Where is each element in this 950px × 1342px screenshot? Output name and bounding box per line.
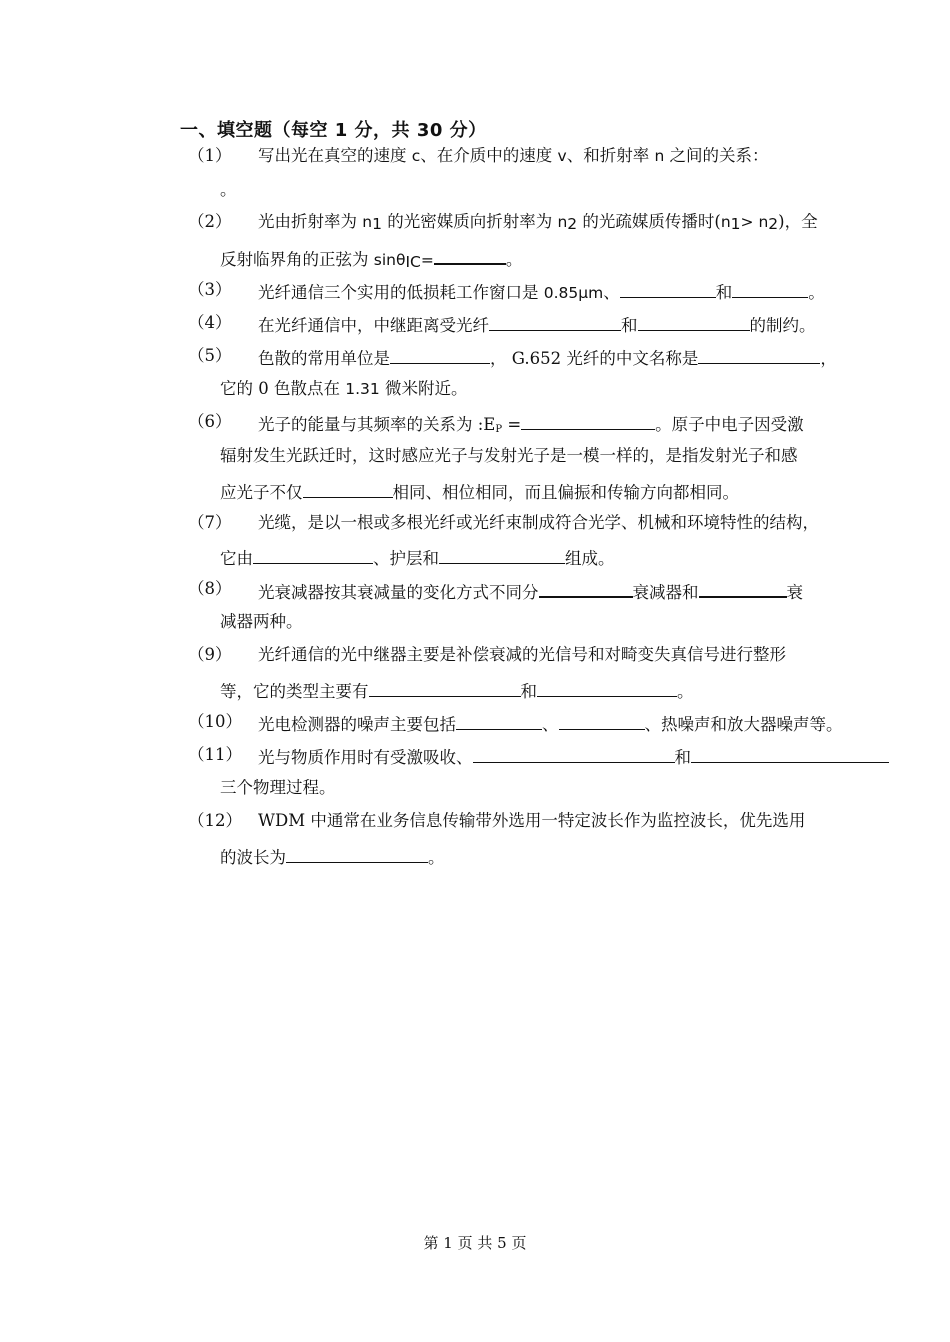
question-2-line-2: [220, 246, 522, 272]
text: 的光疏媒质传播时(: [577, 212, 721, 231]
subscript: 2: [567, 215, 578, 233]
subscript: 1: [730, 215, 741, 233]
text: 在光纤通信中，中继距离受光纤: [258, 316, 489, 335]
question-9-line-2: [220, 679, 694, 702]
answer-blank[interactable]: [303, 480, 393, 498]
text: 的制约。: [749, 316, 816, 335]
text: 、在介质中的速度: [420, 146, 558, 165]
answer-blank[interactable]: [439, 546, 565, 564]
text: 0.85μm: [543, 284, 604, 302]
question-3-line-1: [258, 280, 825, 303]
text: 它由: [220, 549, 253, 568]
text: 和: [674, 748, 691, 767]
page-footer: 第 1 页 共 5 页: [423, 1234, 527, 1252]
question-1-line-1: [258, 146, 769, 166]
text: 光与物质作用时有受激吸收、: [258, 748, 473, 767]
subscript: IC: [405, 253, 421, 271]
subscript: 2: [768, 215, 779, 233]
text: sinθ: [373, 251, 406, 269]
text: 。: [428, 848, 445, 867]
text: )，全: [778, 212, 818, 231]
text: 等，它的类型主要有: [220, 682, 369, 701]
answer-blank[interactable]: [620, 280, 716, 298]
text: 和: [715, 283, 733, 302]
question-number: （3）: [188, 280, 232, 299]
question-number: （4）: [188, 313, 232, 332]
text: c: [411, 147, 421, 165]
answer-blank[interactable]: [253, 546, 373, 564]
text: 。: [505, 250, 523, 269]
question-5-line-2: [220, 379, 468, 399]
subscript: P: [495, 424, 503, 435]
question-number: （9）: [188, 645, 232, 664]
answer-blank[interactable]: [434, 246, 506, 265]
text: 、护层和: [373, 549, 439, 568]
text: 1.31: [345, 380, 380, 398]
text: 它的 0 色散点在: [220, 379, 346, 398]
question-4-line-1: [258, 313, 816, 336]
text: 、热噪声和放大器噪声等。: [644, 715, 843, 734]
text: 应光子不仅: [220, 483, 303, 502]
answer-blank[interactable]: [286, 845, 428, 863]
text: 光衰减器按其衰减量的变化方式不同分: [258, 583, 539, 602]
answer-blank[interactable]: [698, 346, 820, 364]
text: 的光密媒质向折射率为: [381, 212, 558, 231]
answer-blank[interactable]: [489, 313, 621, 331]
answer-blank[interactable]: [539, 579, 633, 598]
text: 之间的关系：: [664, 146, 769, 165]
text: 。: [677, 682, 694, 701]
text: 衰减器和: [632, 583, 699, 602]
text: 光纤通信三个实用的低损耗工作窗口是: [258, 283, 544, 302]
question-number: （1）: [188, 146, 232, 165]
question-number: （6）: [188, 412, 232, 431]
text: 微米附近。: [379, 379, 468, 398]
text: 的波长为: [220, 848, 286, 867]
question-7-line-2: [220, 546, 615, 569]
text: n: [654, 147, 665, 165]
text: n: [720, 213, 731, 231]
text: =: [502, 415, 522, 434]
question-2-line-1: [258, 212, 818, 234]
text: 反射临界角的正弦为: [220, 250, 374, 269]
question-8-line-2: 减器两种。: [220, 612, 303, 631]
question-6-line-1: [258, 412, 804, 440]
answer-blank[interactable]: [390, 346, 490, 364]
text: =: [420, 251, 434, 269]
answer-blank[interactable]: [732, 280, 808, 298]
text: 和: [520, 682, 537, 701]
text: 光子的能量与其频率的关系为 :E: [258, 415, 496, 434]
question-number: （7）: [188, 513, 232, 532]
question-number: （8）: [188, 579, 232, 598]
text: 组成。: [565, 549, 615, 568]
question-11-line-1: [258, 745, 889, 768]
text: 和: [621, 316, 638, 335]
subscript: 1: [372, 215, 382, 233]
answer-blank[interactable]: [473, 745, 675, 763]
answer-blank[interactable]: [691, 745, 889, 763]
text: 、: [542, 715, 559, 734]
question-1-line-2: 。: [220, 180, 237, 199]
text: 写出光在真空的速度: [258, 146, 412, 165]
question-number: （5）: [188, 346, 232, 365]
text: v: [557, 147, 567, 165]
question-number: （10）: [188, 712, 242, 731]
answer-blank[interactable]: [699, 579, 787, 598]
answer-blank[interactable]: [369, 679, 521, 697]
question-number: （2）: [188, 212, 232, 231]
text: ，: [820, 349, 837, 368]
question-number: （12）: [188, 811, 242, 830]
question-8-line-1: [258, 579, 803, 603]
text: n: [362, 213, 373, 231]
text: > n: [740, 213, 769, 231]
answer-blank[interactable]: [521, 412, 655, 430]
text: 相同、相位相同，而且偏振和传输方向都相同。: [392, 483, 739, 502]
question-12-line-1: WDM 中通常在业务信息传输带外选用一特定波长作为监控波长，优先选用: [258, 811, 806, 830]
question-5-line-1: [258, 346, 837, 369]
text: 衰: [786, 583, 803, 602]
question-9-line-1: 光纤通信的光中继器主要是补偿衰减的光信号和对畸变失真信号进行整形: [258, 645, 786, 664]
question-12-line-2: [220, 845, 445, 868]
answer-blank[interactable]: [537, 679, 677, 697]
answer-blank[interactable]: [456, 712, 542, 730]
text: 、: [603, 283, 620, 302]
text: 。: [808, 283, 825, 302]
text: 光由折射率为: [258, 212, 363, 231]
text: n: [557, 213, 568, 231]
text: 。原子中电子因受激: [655, 415, 804, 434]
text: ， G.652 光纤的中文名称是: [490, 349, 699, 368]
question-6-line-3: [220, 480, 739, 503]
text: 、和折射率: [566, 146, 655, 165]
question-7-line-1: 光缆，是以一根或多根光纤或光纤束制成符合光学、机械和环境特性的结构，: [258, 513, 819, 532]
text: 色散的常用单位是: [258, 349, 390, 368]
section-title: 一、填空题（每空 1 分，共 30 分）: [180, 120, 487, 141]
answer-blank[interactable]: [559, 712, 645, 730]
question-number: （11）: [188, 745, 242, 764]
answer-blank[interactable]: [638, 313, 750, 331]
text: 光电检测器的噪声主要包括: [258, 715, 456, 734]
question-10-line-1: [258, 712, 843, 735]
question-6-line-2: 辐射发生光跃迁时，这时感应光子与发射光子是一模一样的，是指发射光子和感: [220, 446, 798, 465]
question-11-line-2: 三个物理过程。: [220, 778, 336, 797]
